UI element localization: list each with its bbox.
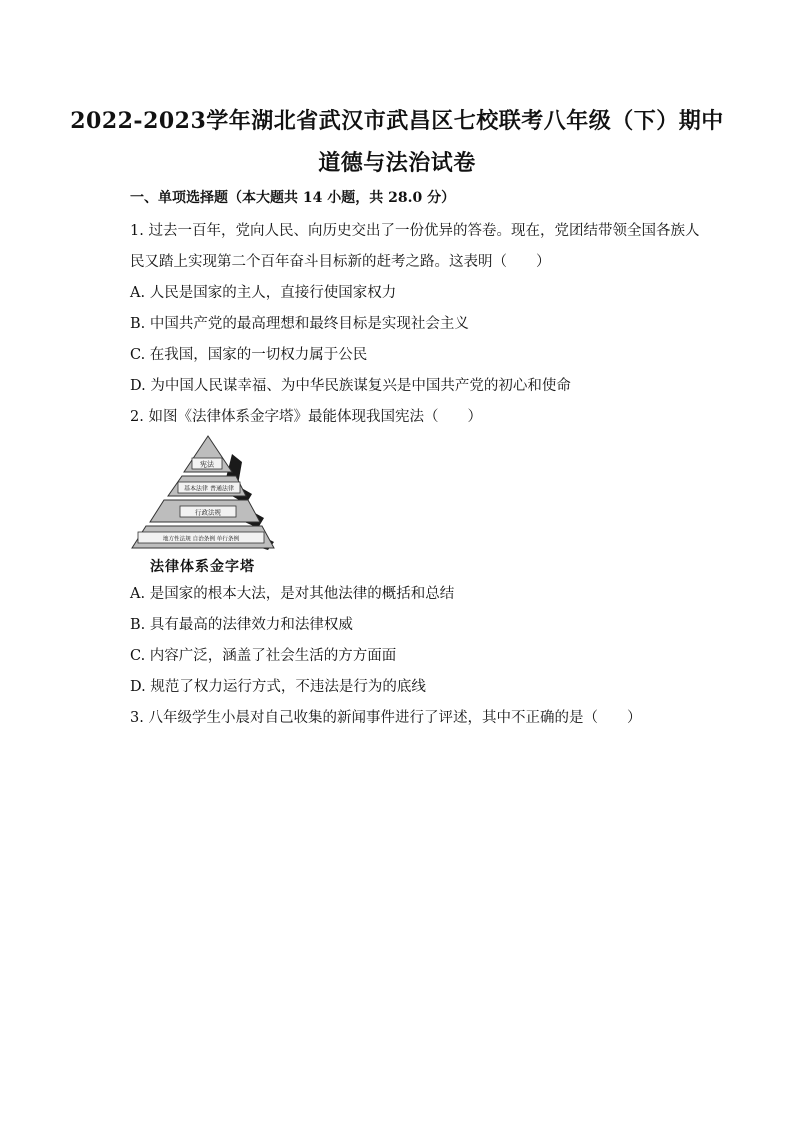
q2-option-b: B. 具有最高的法律效力和法律权威 (130, 617, 353, 633)
q1-stem-line2: 民又踏上实现第二个百年奋斗目标新的赶考之路。这表明（ ） (130, 254, 551, 270)
q1-option-c: C. 在我国，国家的一切权力属于公民 (130, 347, 368, 363)
pyramid-level-constitution: 宪法 (200, 460, 214, 469)
q1-option-a: A. 人民是国家的主人，直接行使国家权力 (130, 285, 397, 301)
q3-stem: 3. 八年级学生小晨对自己收集的新闻事件进行了评述，其中不正确的是（ ） (130, 710, 642, 726)
q2-stem: 2. 如图《法律体系金字塔》最能体现我国宪法（ ） (130, 409, 482, 425)
q1-option-b: B. 中国共产党的最高理想和最终目标是实现社会主义 (130, 316, 469, 332)
law-pyramid-figure (128, 432, 288, 572)
pyramid-level-admin-regulations: 行政法规 (195, 508, 221, 517)
pyramid-caption: 法律体系金字塔 (150, 559, 255, 575)
q2-option-a: A. 是国家的根本大法，是对其他法律的概括和总结 (130, 586, 455, 602)
pyramid-level-basic-law: 基本法律 普通法律 (184, 485, 234, 493)
section-heading: 一、单项选择题（本大题共 14 小题，共 28.0 分） (130, 190, 456, 206)
q1-stem-line1: 1. 过去一百年，党向人民、向历史交出了一份优异的答卷。现在，党团结带领全国各族人 (130, 223, 700, 239)
exam-title-line1: 2022-2023学年湖北省武汉市武昌区七校联考八年级（下）期中 (70, 108, 724, 134)
exam-title-line2: 道德与法治试卷 (318, 150, 476, 176)
q1-option-d: D. 为中国人民谋幸福、为中华民族谋复兴是中国共产党的初心和使命 (130, 378, 571, 394)
pyramid-level-local-regulations: 地方性法规 自治条例 单行条例 (162, 536, 240, 543)
q2-option-c: C. 内容广泛，涵盖了社会生活的方方面面 (130, 648, 397, 664)
q2-option-d: D. 规范了权力运行方式，不违法是行为的底线 (130, 679, 426, 695)
